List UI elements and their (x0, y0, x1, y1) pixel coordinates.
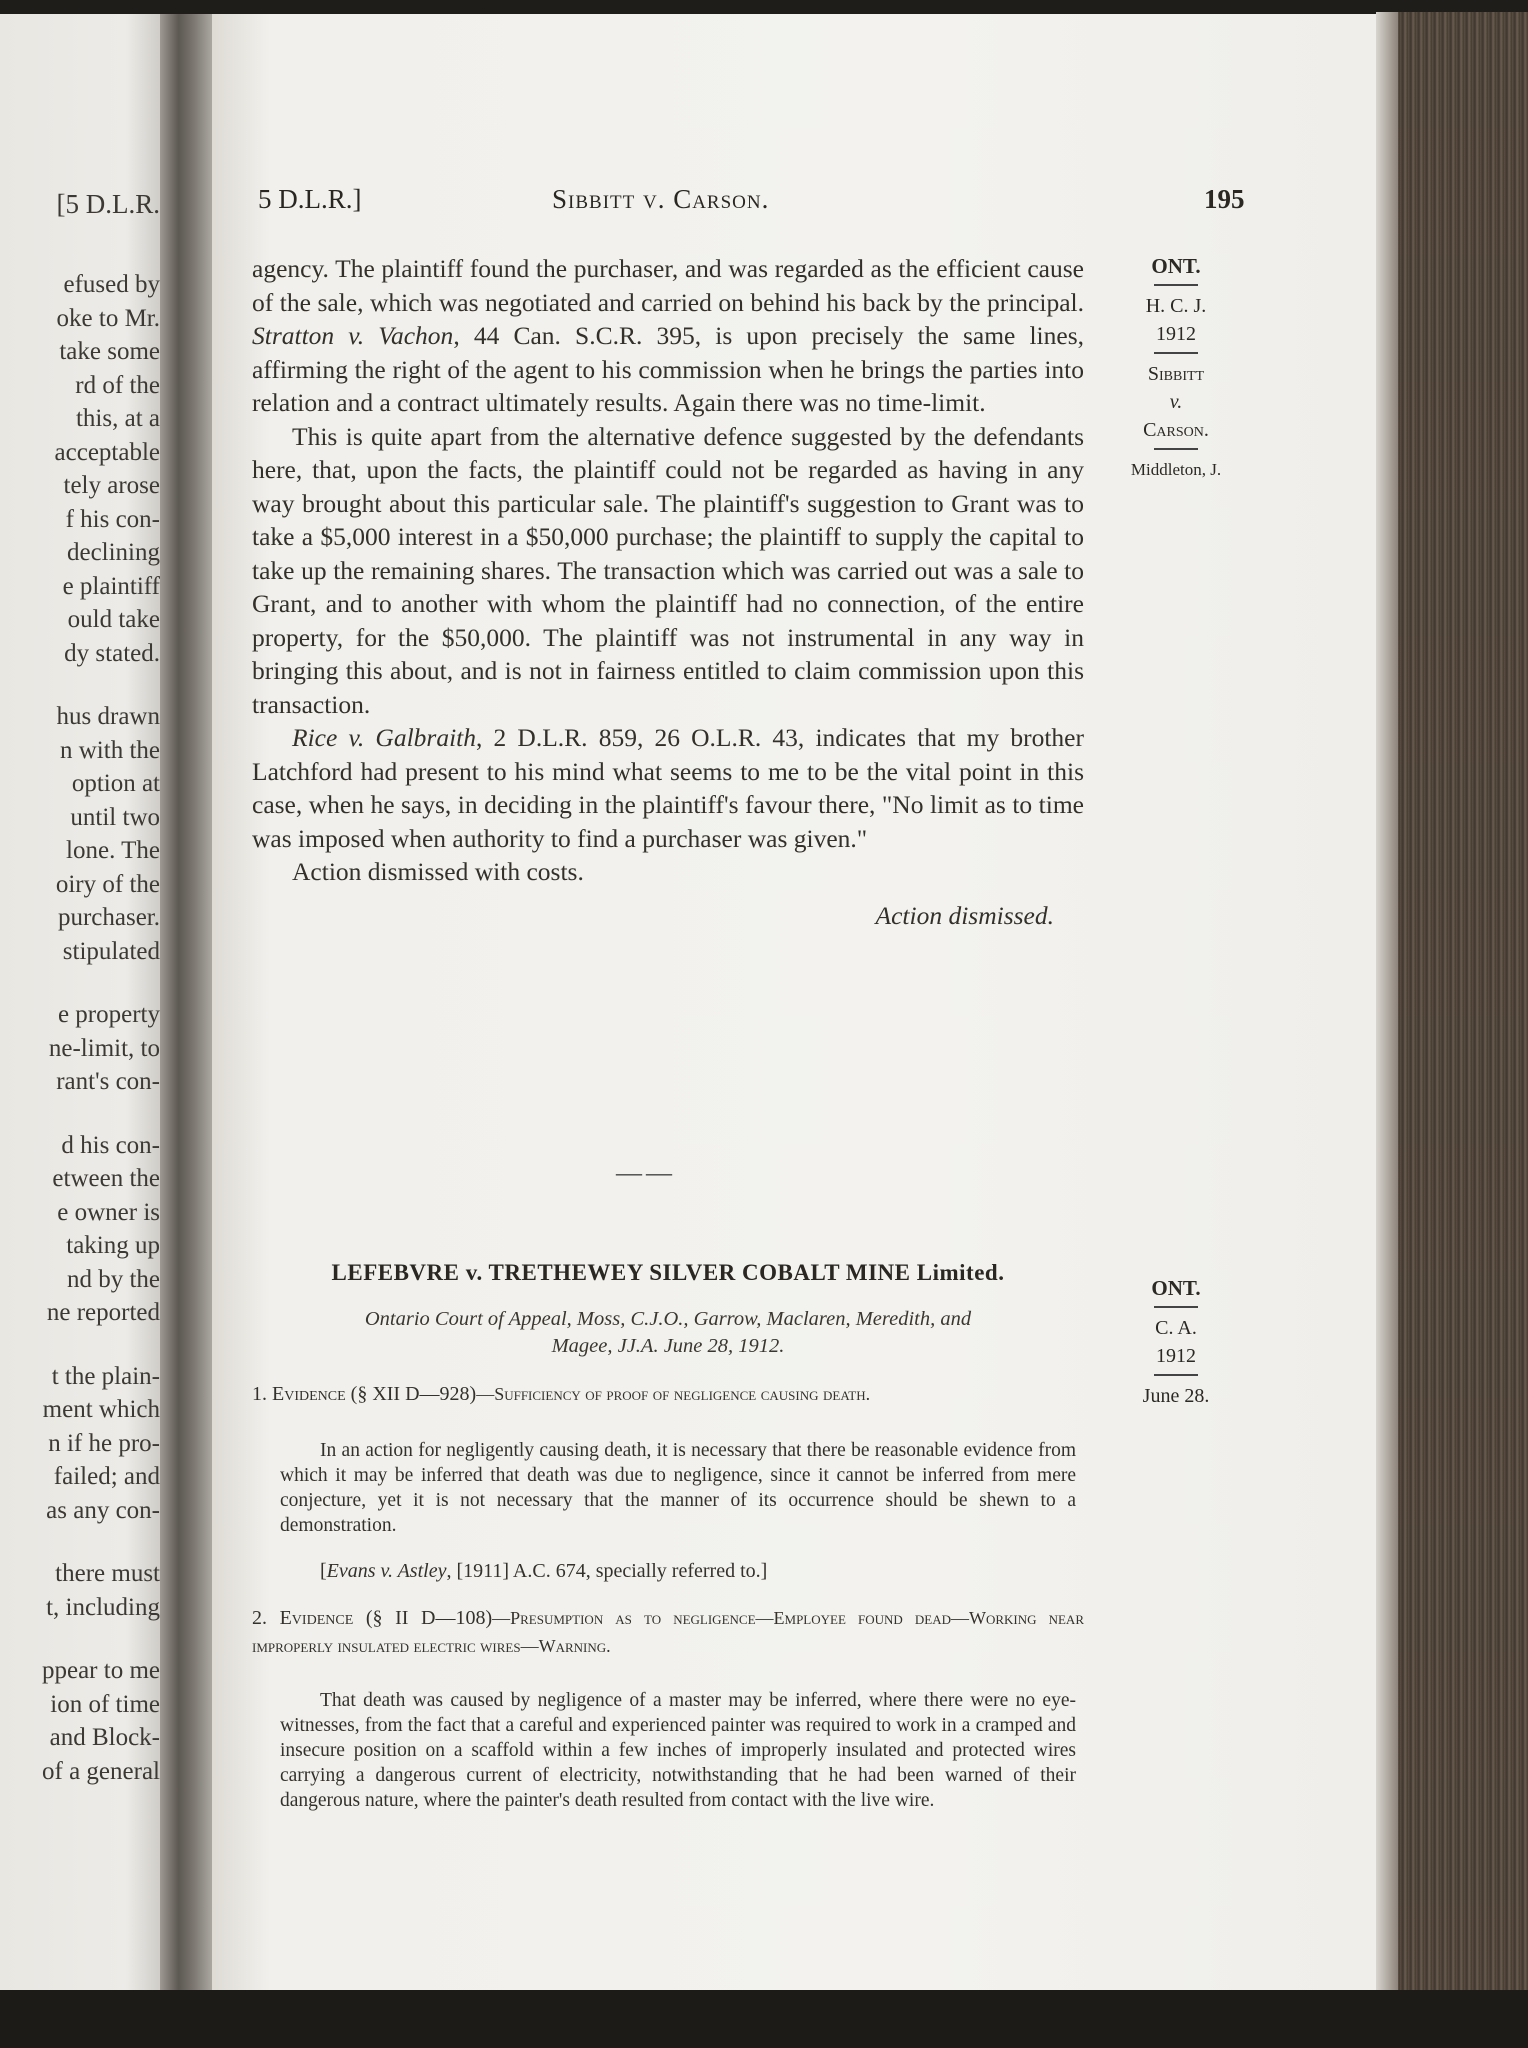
left-page-line: ion of time (50, 1690, 160, 1718)
left-page-line: ne-limit, to (48, 1034, 160, 1062)
left-page-line: stipulated (62, 937, 160, 965)
margin-note-2 (1116, 1274, 1236, 1410)
left-page-line: option at (71, 770, 160, 797)
left-page-line: n with the (60, 736, 160, 764)
left-page-line: t the plain- (51, 1362, 160, 1390)
headnote-1-reference-rest: , [1911] A.C. 674, specially referred to.] (446, 1560, 768, 1582)
left-page-line: there must (55, 1560, 160, 1587)
headnote-2-label: 2. Evidence (252, 1607, 354, 1629)
left-page-line: of a general (42, 1757, 160, 1785)
left-page-line: d his con- (61, 1131, 160, 1159)
headnote-2-topic: —Presumption as to negligence—Employee found dead—Working near improperly insulated electric wires—Warning. (252, 1608, 1084, 1656)
section-separator: —— (616, 1158, 676, 1187)
left-page-line: ment which (42, 1396, 160, 1423)
case2-court-line2: Magee, JJ.A. June 28, 1912. (551, 1335, 785, 1357)
judgment-body (252, 252, 1084, 932)
margin2-date: June 28. (1142, 1385, 1210, 1407)
margin-note-1 (1116, 252, 1236, 484)
paragraph-1-text: agency. The plaintiff found the purchaser, and was regarded as the efficient cause of the sale, which was negotiated and carried on behind his back by the principal. (252, 254, 1084, 317)
left-page-line: lone. The (66, 837, 160, 864)
left-page-header: [5 D.L.R. (56, 189, 160, 219)
left-page-line: rant's con- (56, 1068, 160, 1095)
headnote-1-ref: (§ XII D—928) (350, 1383, 477, 1405)
paragraph-1 (252, 252, 1084, 420)
case2-title (252, 1260, 1084, 1286)
headnote-1 (252, 1380, 1084, 1408)
case-citation-stratton: Stratton v. Vachon (252, 321, 454, 350)
left-page-line: dy stated. (64, 639, 160, 667)
margin2-year: 1912 (1156, 1345, 1196, 1367)
case-citation-rice: Rice v. Galbraith (292, 723, 476, 752)
left-page-line: ould take (67, 606, 160, 633)
left-page-line: nd by the (66, 1265, 160, 1293)
left-page-line: acceptable (54, 438, 160, 466)
left-page (0, 14, 168, 2004)
headnote-2-body: That death was caused by negligence of a master may be inferred, where there were no eye-witnesses, from the fact that a careful and experienced painter was required to work in a cramped and insecure position on a scaffold within a few inches of improperly insulated and protected wires carrying a dangerous current of electricity, notwithstanding that he had been warned of their dangerous nature, where the painter's death resulted from contact with the live wire. (280, 1690, 1076, 1811)
left-page-line: this, at a (75, 405, 160, 432)
paragraph-2: This is quite apart from the alternative defence suggested by the defendants here, that, upon the facts, the plaintiff could not be regarded as having in any way brought about this particular sale. The plaintiff's suggestion to Grant was to take a $5,000 interest in a $50,000 purchase; the plaintiff to supply the capital to take up the remaining shares. The transaction which was carried out was a sale to Grant, and to another with whom the plaintiff had no connection, of the entire property, for the $50,000. The plaintiff was not instrumental in any way in bringing this about, and is not in fairness entitled to claim commission upon this transaction. (252, 421, 1084, 719)
paragraph-4: Action dismissed with costs. (292, 857, 584, 886)
headnote-2-ref: (§ II D—108) (365, 1607, 493, 1629)
margin2-rule-2 (1154, 1374, 1198, 1376)
margin1-party2: Carson. (1143, 419, 1209, 441)
left-page-line: e plaintiff (62, 572, 160, 600)
case2-court (252, 1306, 1084, 1360)
margin2-court: C. A. (1155, 1317, 1197, 1339)
left-page-line: failed; and (53, 1463, 160, 1490)
left-page-line: oke to Mr. (56, 304, 160, 332)
margin1-rule (1154, 284, 1198, 286)
case-citation-evans: Evans v. Astley (326, 1560, 447, 1582)
case2-title-text: LEFEBVRE v. TRETHEWEY SILVER COBALT MINE (331, 1260, 911, 1285)
case2-court-line1: Ontario Court of Appeal, Moss, C.J.O., Garrow, Maclaren, Meredith, and (364, 1308, 972, 1330)
margin1-year: 1912 (1156, 323, 1196, 345)
margin1-rule-2 (1154, 352, 1198, 354)
left-page-line: take some (59, 338, 160, 365)
margin2-province: ONT. (1151, 1276, 1201, 1300)
headnote-2 (252, 1604, 1084, 1660)
margin1-judge: Middleton, J. (1130, 460, 1222, 479)
margin1-court: H. C. J. (1145, 295, 1207, 317)
headnote-1-topic: —Sufficiency of proof of negligence causing death. (476, 1384, 871, 1404)
left-page-line: ne reported (46, 1299, 160, 1326)
left-page-line: t, including (46, 1593, 160, 1621)
margin2-rule (1154, 1306, 1198, 1308)
case2-title-suffix: Limited. (916, 1260, 1005, 1285)
left-page-line: e owner is (57, 1198, 160, 1226)
running-head-volume: 5 D.L.R.] (258, 184, 362, 214)
left-page-line: hus drawn (56, 703, 160, 730)
left-page-line: declining (66, 539, 160, 566)
left-page-line: efused by (63, 271, 160, 298)
left-page-line: e property (57, 1001, 160, 1028)
left-page-line: and Block- (49, 1724, 160, 1751)
left-page-line: etween the (52, 1165, 160, 1192)
paragraph-1-rest: , 44 Can. S.C.R. 395, is upon precisely the same lines, affirming the right of the agent to his commission when he brings the parties into relation and a contract ultimately results. Again there was no time-limit. (252, 321, 1085, 417)
margin1-province: ONT. (1151, 254, 1201, 278)
headnote-1-reference: [Evans v. Astley, [1911] A.C. 674, specially referred to.] (320, 1560, 768, 1582)
left-page-line: ppear to me (41, 1657, 160, 1684)
margin1-v: v. (1169, 391, 1183, 413)
margin1-rule-3 (1154, 448, 1198, 450)
headnote-1-label: 1. Evidence (252, 1383, 346, 1405)
page-number: 195 (1204, 184, 1245, 214)
left-page-line: as any con- (46, 1496, 160, 1524)
left-page-line: purchaser. (57, 904, 160, 931)
paragraph-3-text: , 2 D.L.R. 859, 26 O.L.R. 43, indicates that my brother Latchford had present to his mind what seems to me to be the vital point in this case, when he says, in deciding in the plaintiff's favour there, "No limit as to time was imposed when authority to find a purchaser was given." (252, 723, 1084, 853)
left-page-line: tely arose (63, 472, 160, 499)
left-page-line: rd of the (75, 371, 160, 399)
book-page-edges (1376, 12, 1528, 2012)
left-page-line: f his con- (65, 505, 160, 533)
left-page-line: taking up (66, 1232, 160, 1259)
left-page-line: until two (70, 803, 160, 831)
paragraph-3 (252, 721, 1084, 855)
left-page-line: n if he pro- (48, 1429, 160, 1457)
headnote-1-body: In an action for negligently causing death, it is necessary that there be reasonable evidence from which it may be inferred that death was due to negligence, since it cannot be inferred from mere conjecture, yet it is not necessary that the manner of its occurrence should be shewn to a demonstration. (280, 1440, 1076, 1536)
running-head-title: Sibbitt v. Carson. (552, 184, 770, 214)
result-line: Action dismissed. (875, 900, 1054, 930)
margin1-party1: Sibbitt (1147, 363, 1205, 385)
book-bottom-edge (0, 1990, 1528, 2048)
left-page-line: oiry of the (55, 870, 160, 898)
